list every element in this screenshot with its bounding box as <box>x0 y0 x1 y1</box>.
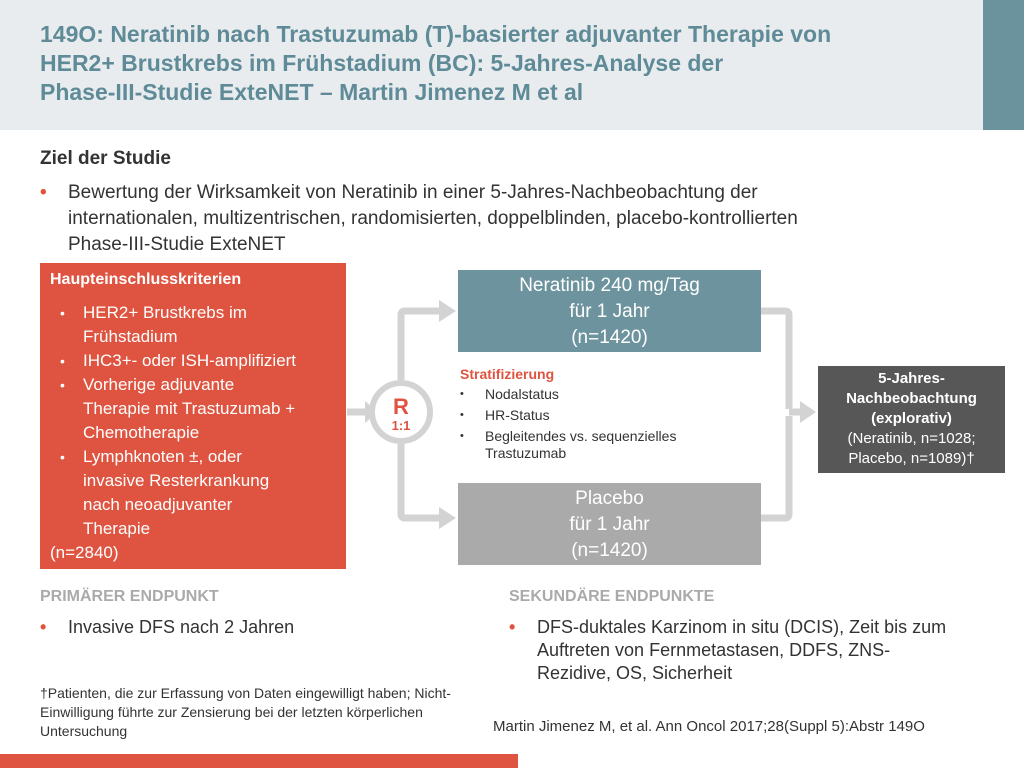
inclusion-n: (n=2840) <box>50 543 119 562</box>
footer-accent-bar <box>0 754 518 768</box>
stratification-title: Stratifizierung <box>460 366 555 382</box>
inclusion-item-text <box>83 373 295 445</box>
stratification-item <box>460 428 760 462</box>
inclusion-line: Chemotherapie <box>83 423 200 442</box>
bullet-icon: • <box>460 388 464 400</box>
title-line: HER2+ Brustkrebs im Frühstadium (BC): 5-Jahres-Analyse der <box>40 50 724 76</box>
followup-title <box>818 369 1005 429</box>
inclusion-item-text <box>83 445 269 541</box>
bullet-icon: • <box>60 449 65 465</box>
secondary-line: Rezidive, OS, Sicherheit <box>537 663 733 683</box>
randomization-letter: R <box>393 394 409 419</box>
inclusion-item <box>50 349 336 373</box>
stratification-line: Nodalstatus <box>485 386 559 402</box>
inclusion-line: Therapie <box>83 519 151 538</box>
secondary-endpoints-heading: SEKUNDÄRE ENDPUNKTE <box>509 588 715 605</box>
title-line: 149O: Neratinib nach Trastuzumab (T)-basierter adjuvanter Therapie von <box>40 21 832 47</box>
inclusion-line: Vorherige adjuvante <box>83 375 235 394</box>
secondary-endpoints-bullet <box>509 616 989 685</box>
bullet-icon: • <box>40 182 47 203</box>
inclusion-item-text <box>83 349 296 373</box>
followup-title-line: 5-Jahres- <box>878 370 945 387</box>
bullet-icon: • <box>509 617 516 637</box>
inclusion-item-text <box>83 301 247 349</box>
inclusion-line: Frühstadium <box>83 327 178 346</box>
neratinib-arm-box <box>458 270 761 352</box>
arrowhead-icon <box>800 401 816 423</box>
primary-endpoint-text: Invasive DFS nach 2 Jahren <box>68 617 295 637</box>
stratification-line: HR-Status <box>485 407 550 423</box>
secondary-line: DFS-duktales Karzinom in situ (DCIS), Zeit bis zum <box>537 617 947 637</box>
inclusion-item <box>50 301 336 349</box>
aim-heading: Ziel der Studie <box>40 148 171 169</box>
bullet-icon: • <box>40 617 47 637</box>
placebo-arm-box <box>458 483 761 565</box>
arrowhead-icon <box>439 300 456 322</box>
stratification-box <box>460 366 760 466</box>
followup-box <box>818 366 1005 473</box>
stratification-item <box>460 407 760 424</box>
arm-line: Placebo <box>575 488 644 509</box>
bullet-icon: • <box>60 353 65 369</box>
arrowhead-icon <box>439 507 456 529</box>
randomization-ratio: 1:1 <box>391 418 411 433</box>
stratification-item <box>460 386 760 403</box>
inclusion-line: Lymphknoten ±, oder <box>83 447 242 466</box>
arm-line: (n=1420) <box>571 327 648 348</box>
bullet-icon: • <box>60 377 65 393</box>
connector-from-placebo-arm <box>761 416 789 518</box>
connector-from-neratinib-arm <box>761 311 789 409</box>
followup-detail <box>818 429 1005 469</box>
aim-line: Bewertung der Wirksamkeit von Neratinib in einer 5-Jahres-Nachbeobachtung der <box>68 182 758 203</box>
followup-title-line: (explorativ) <box>871 410 952 427</box>
stratification-item-text <box>485 428 676 462</box>
footnote <box>40 684 510 741</box>
inclusion-line: IHC3+- oder ISH-amplifiziert <box>83 351 297 370</box>
inclusion-list <box>50 301 336 541</box>
arm-line: Neratinib 240 mg/Tag <box>519 275 700 296</box>
citation: Martin Jimenez M, et al. Ann Oncol 2017;28(Suppl 5):Abstr 149O <box>493 718 925 735</box>
followup-detail-line: Placebo, n=1089)† <box>848 450 975 467</box>
bullet-icon: • <box>60 305 65 321</box>
inclusion-item <box>50 445 336 541</box>
inclusion-item <box>50 373 336 445</box>
stratification-line: Begleitendes vs. sequenzielles <box>485 428 677 444</box>
stratification-line: Trastuzumab <box>485 445 567 461</box>
arm-line: für 1 Jahr <box>569 514 650 535</box>
bullet-icon: • <box>460 409 464 421</box>
inclusion-line: invasive Resterkrankung <box>83 471 270 490</box>
footnote-line: †Patienten, die zur Erfassung von Daten eingewilligt haben; Nicht- <box>40 685 451 701</box>
aim-line: internationalen, multizentrischen, randomisierten, doppelblinden, placebo-kontrollierten <box>68 208 798 229</box>
primary-endpoint-heading: PRIMÄRER ENDPUNKT <box>40 588 219 605</box>
stratification-list <box>460 386 760 462</box>
randomization-circle <box>369 380 433 444</box>
arm-line: für 1 Jahr <box>569 301 650 322</box>
inclusion-title: Haupteinschlusskriterien <box>50 271 242 288</box>
inclusion-line: HER2+ Brustkrebs im <box>83 303 247 322</box>
footnote-line: Untersuchung <box>40 723 128 739</box>
inclusion-line: Therapie mit Trastuzumab + <box>83 399 296 418</box>
footnote-line: Einwilligung führte zur Zensierung bei der letzten körperlichen <box>40 704 423 720</box>
aim-line: Phase-III-Studie ExteNET <box>68 234 286 255</box>
primary-endpoint-bullet <box>40 616 480 639</box>
inclusion-line: nach neoadjuvanter <box>83 495 233 514</box>
arrow-to-neratinib-arm <box>401 311 440 380</box>
arrow-to-placebo-arm <box>401 444 440 518</box>
secondary-line: Auftreten von Fernmetastasen, DDFS, ZNS- <box>537 640 891 660</box>
arm-line: (n=1420) <box>571 540 648 561</box>
bullet-icon: • <box>460 430 464 442</box>
followup-title-line: Nachbeobachtung <box>846 390 977 407</box>
inclusion-criteria-box <box>40 263 346 569</box>
secondary-endpoints-text <box>537 616 946 685</box>
followup-detail-line: (Neratinib, n=1028; <box>847 430 976 447</box>
title-line: Phase-III-Studie ExteNET – Martin Jimenez M et al <box>40 79 584 105</box>
